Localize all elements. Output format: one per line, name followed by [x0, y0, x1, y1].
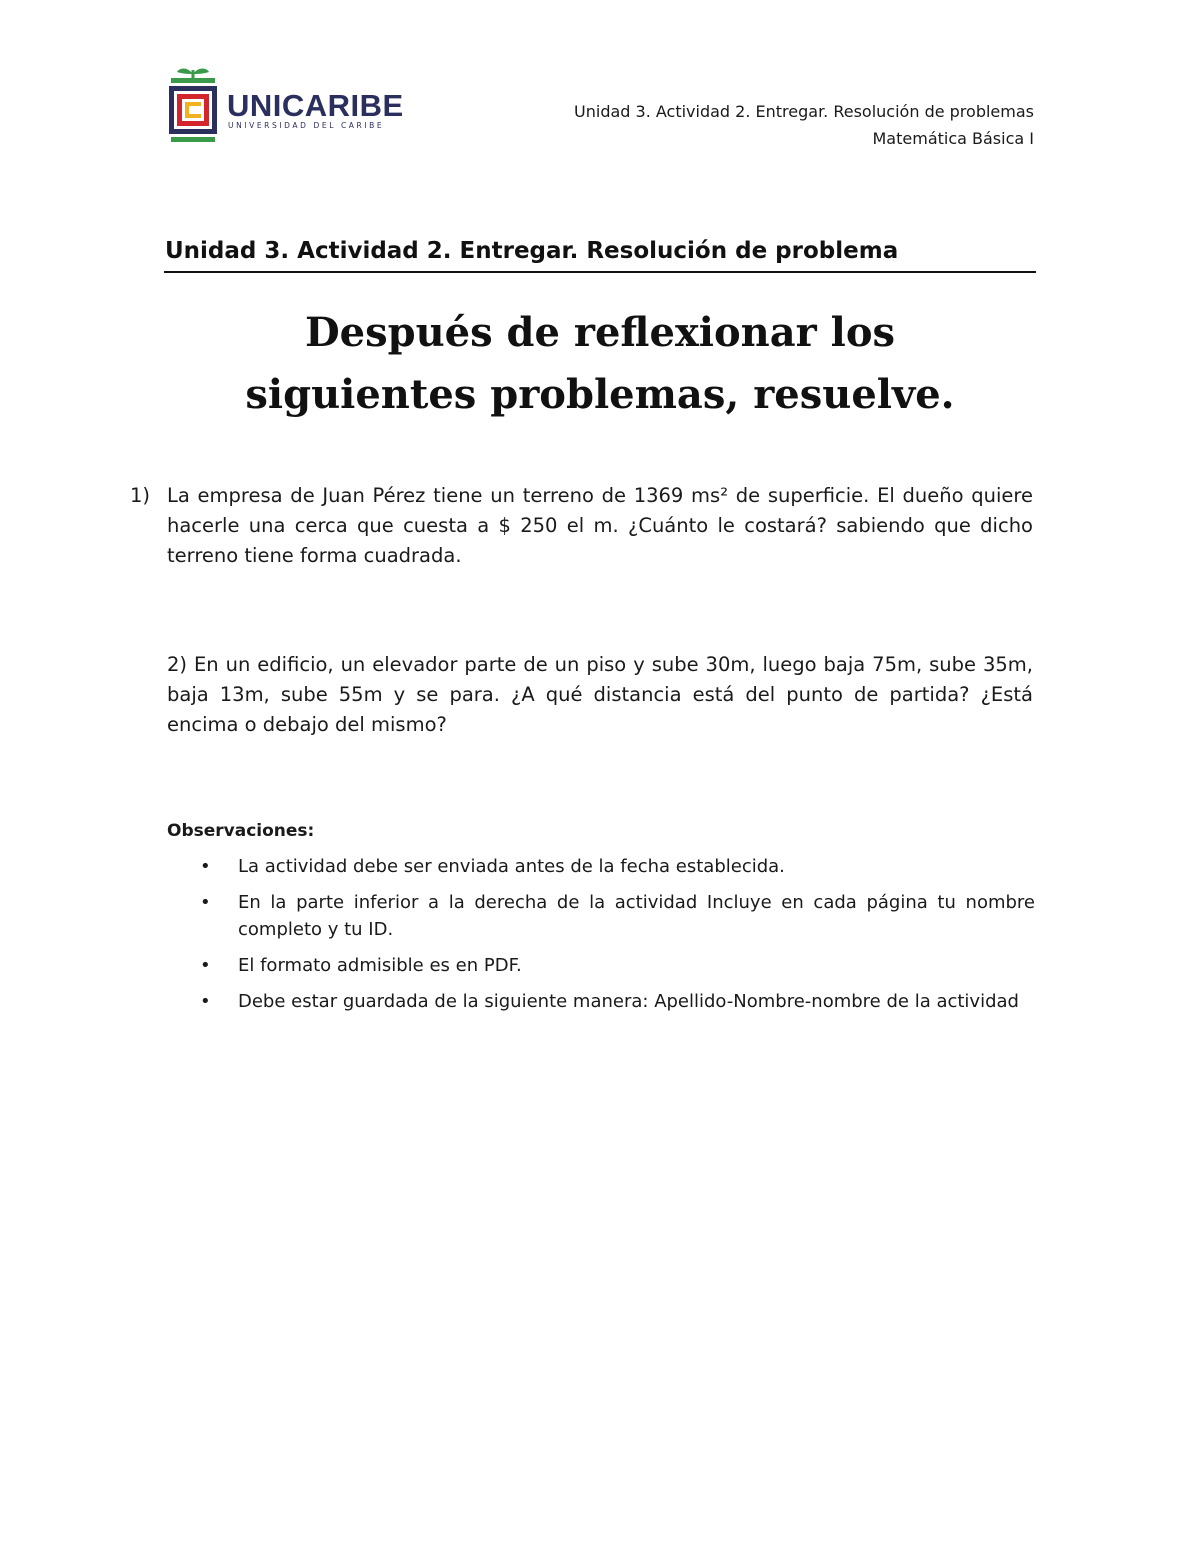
main-heading [100, 302, 1100, 426]
document-header [574, 98, 1034, 152]
observation-text: El formato admisible es en PDF. [238, 955, 522, 976]
bullet-icon: • [200, 856, 211, 877]
bullet-icon: • [200, 991, 211, 1012]
observation-text: Debe estar guardada de la siguiente manera: Apellido-Nombre-nombre de la actividad [238, 991, 1019, 1012]
main-heading-line-2: siguientes problemas, resuelve. [245, 371, 955, 418]
section-title: Unidad 3. Actividad 2. Entregar. Resolución de problema [165, 238, 899, 264]
logo-subtitle: UNIVERSIDAD DEL CARIBE [228, 121, 385, 130]
observations-list [167, 853, 1035, 1024]
problem-1-number: 1) [130, 484, 151, 507]
bullet-icon: • [200, 955, 211, 976]
header-course-line: Matemática Básica I [872, 129, 1034, 148]
observations-title: Observaciones: [167, 821, 315, 841]
bullet-icon: • [200, 892, 211, 913]
observation-item [167, 889, 1035, 943]
title-divider [164, 271, 1036, 273]
main-heading-line-1: Después de reflexionar los [304, 309, 896, 356]
logo-emblem-icon [165, 64, 221, 146]
header-activity-line: Unidad 3. Actividad 2. Entregar. Resolución de problemas [574, 102, 1034, 121]
observation-text: En la parte inferior a la derecha de la actividad Incluye en cada página tu nombre completo y tu ID. [238, 892, 1035, 940]
observation-text: La actividad debe ser enviada antes de la fecha establecida. [238, 856, 785, 877]
university-logo [165, 64, 404, 146]
problem-1-text: La empresa de Juan Pérez tiene un terreno de 1369 ms² de superficie. El dueño quiere hacerle una cerca que cuesta a $ 250 el m. ¿Cuánto le costará? sabiendo que dicho terreno tiene forma cuadrada. [167, 484, 1033, 567]
observation-item [167, 853, 1035, 880]
observation-item [167, 952, 1035, 979]
observation-item [167, 988, 1035, 1015]
logo-name: UNICARIBE [227, 88, 404, 123]
problem-2-text: 2) En un edificio, un elevador parte de un piso y sube 30m, luego baja 75m, sube 35m, baja 13m, sube 55m y se para. ¿A qué distancia está del punto de partida? ¿Está encima o debajo del mismo? [167, 653, 1033, 736]
